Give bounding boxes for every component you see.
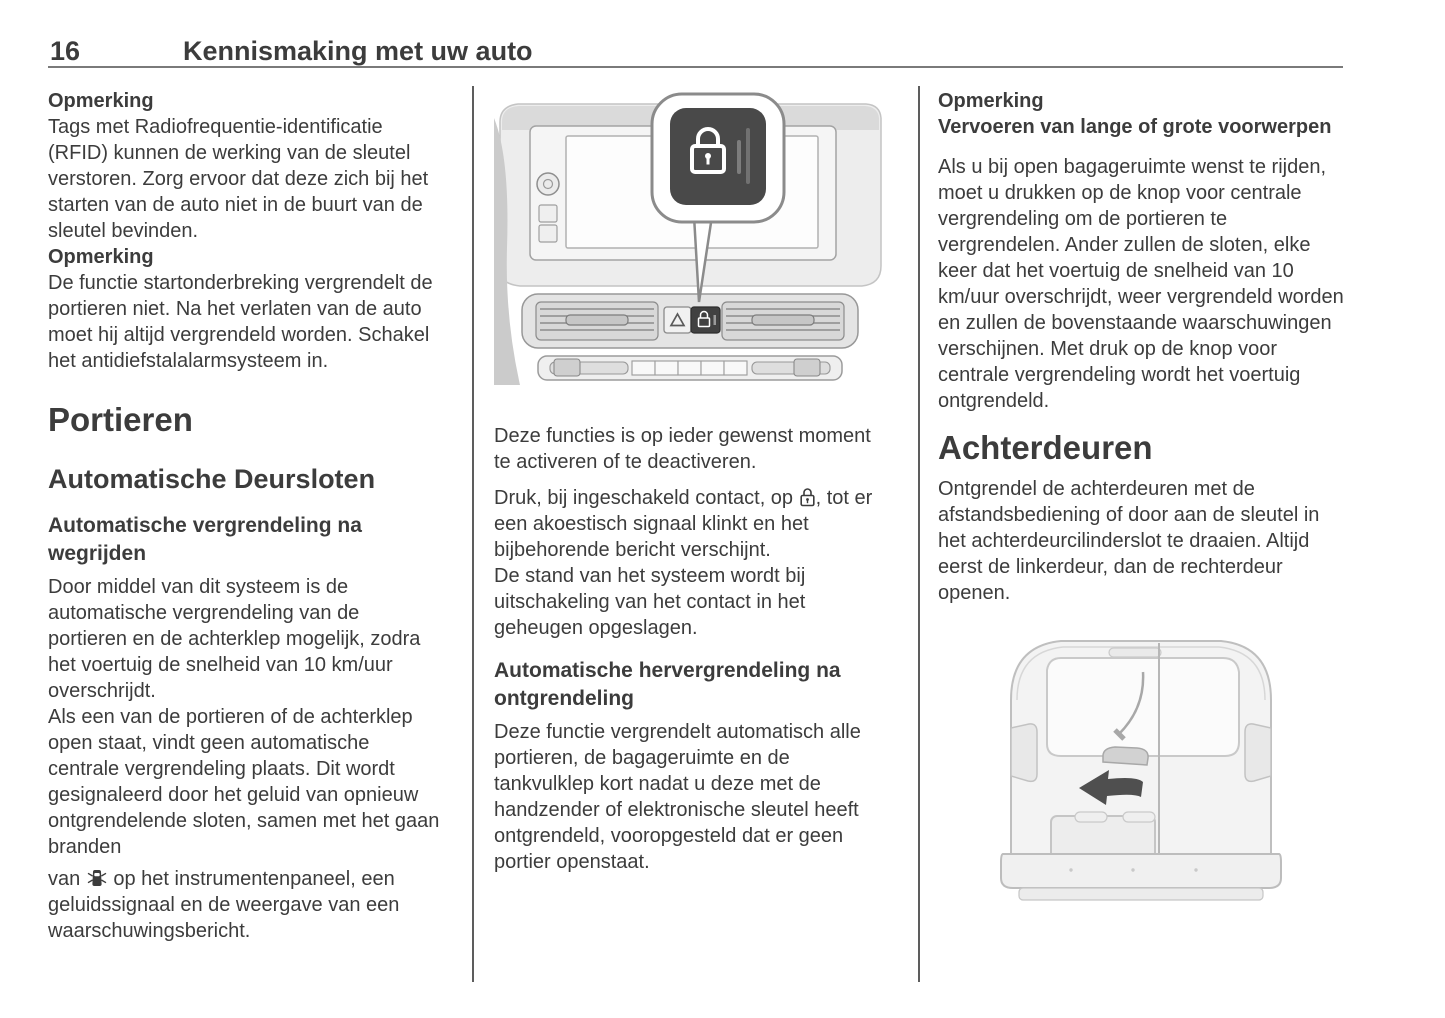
- taillight-right-icon: [1245, 724, 1271, 781]
- column-middle: [494, 88, 887, 875]
- taillight-left-icon: [1011, 724, 1037, 781]
- column-left: [48, 88, 442, 944]
- note-label: Opmerking: [938, 90, 1044, 112]
- paragraph: Als een van de portieren of de achterklep open staat, vindt geen automatische centrale vergrendeling plaats. Dit wordt gesignaleerd door het geluid van opnieuw ontgrendelende sloten, samen met het gaan branden: [48, 706, 440, 858]
- note-text: De functie startonderbreking vergrendelt de portieren niet. Na het verlaten van de auto moet hij altijd vergrendeld worden. Schakel het antidiefstalalarmsysteem in.: [48, 272, 433, 372]
- column-divider-left: [472, 86, 474, 982]
- paragraph-text: , tot er een akoestisch signaal klinkt en het bijbehorende bericht verschijnt.: [494, 487, 873, 561]
- paragraph: De stand van het systeem wordt bij uitschakeling van het contact in het geheugen opgeslagen.: [494, 565, 806, 639]
- paragraph: Deze functies is op ieder gewenst moment te activeren of te deactiveren.: [494, 425, 871, 473]
- section-heading-achterdeuren: Achterdeuren: [938, 429, 1153, 466]
- paragraph: Door middel van dit systeem is de automatische vergrendeling van de portieren en de achterklep mogelijk, zodra het voertuig de snelheid van 10 km/uur overschrijdt.: [48, 576, 421, 702]
- section-heading-portieren: Portieren: [48, 401, 193, 438]
- lock-icon: [799, 487, 816, 507]
- note-text: Als u bij open bagageruimte wenst te rijden, moet u drukken op de knop voor centrale vergrendeling om de portieren te vergrendelen. Ander zullen de sloten, elke keer dat het voertuig de snelheid van 10 km/uur overschrijdt, weer vergrendeld worden en zullen de bovenstaande waarschuwingen verschijnen. Met druk op de knop voor centrale vergrendeling wordt het voertuig ontgrendeld.: [938, 156, 1344, 412]
- subheading-hervergrendeling: Automatische hervergrendeling na ontgrendeling: [494, 659, 841, 710]
- volume-knob-icon: [537, 173, 559, 195]
- note-label: Opmerking: [48, 90, 154, 112]
- note-label: Opmerking: [48, 246, 154, 268]
- page-number: 16: [50, 36, 81, 66]
- paragraph: Deze functie vergrendelt automatisch alle portieren, de bagageruimte en de tankvulklep kort nadat u deze met de handzender of elektronische sleutel heeft ontgrendeld, vooropgesteld dat er geen portier openstaat.: [494, 721, 861, 873]
- note-text: Tags met Radiofrequentie-identificatie (RFID) kunnen de werking van de sleutel verstoren. Zorg ervoor dat deze zich bij het starten van de auto niet in de buurt van de sleutel bevinden.: [48, 116, 429, 242]
- column-right: [938, 88, 1344, 906]
- header-rule: [48, 66, 1343, 68]
- van-rear-doors-illustration: [991, 616, 1291, 906]
- dashboard-centre-console-illustration: [494, 88, 887, 385]
- paragraph: Ontgrendel de achterdeuren met de afstandsbediening of door aan de sleutel in het achterdeurcilinderslot te draaien. Altijd eerst de linkerdeur, dan de rechterdeur openen.: [938, 478, 1320, 604]
- door-handle-icon: [1103, 747, 1148, 765]
- lock-button-magnified: [670, 108, 766, 205]
- note-title: Vervoeren van lange of grote voorwerpen: [938, 116, 1332, 138]
- chapter-title: Kennismaking met uw auto: [183, 36, 533, 66]
- paragraph-text: op het instrumentenpaneel, een geluidssignaal en de weergave van een waarschuwingsbericht.: [48, 868, 400, 942]
- column-divider-right: [918, 86, 920, 982]
- hazard-warning-icon: [664, 307, 691, 333]
- paragraph-with-icon: [48, 866, 442, 944]
- subheading-vergrendeling-na-wegrijden: Automatische vergrendeling na wegrijden: [48, 514, 362, 565]
- section-heading-deursloten: Automatische Deursloten: [48, 464, 376, 494]
- paragraph-text: van: [48, 868, 86, 890]
- doors-open-indicator-icon: [86, 868, 108, 888]
- paragraph-text: Druk, bij ingeschakeld contact, op: [494, 487, 799, 509]
- paragraph-with-icon: [494, 485, 887, 563]
